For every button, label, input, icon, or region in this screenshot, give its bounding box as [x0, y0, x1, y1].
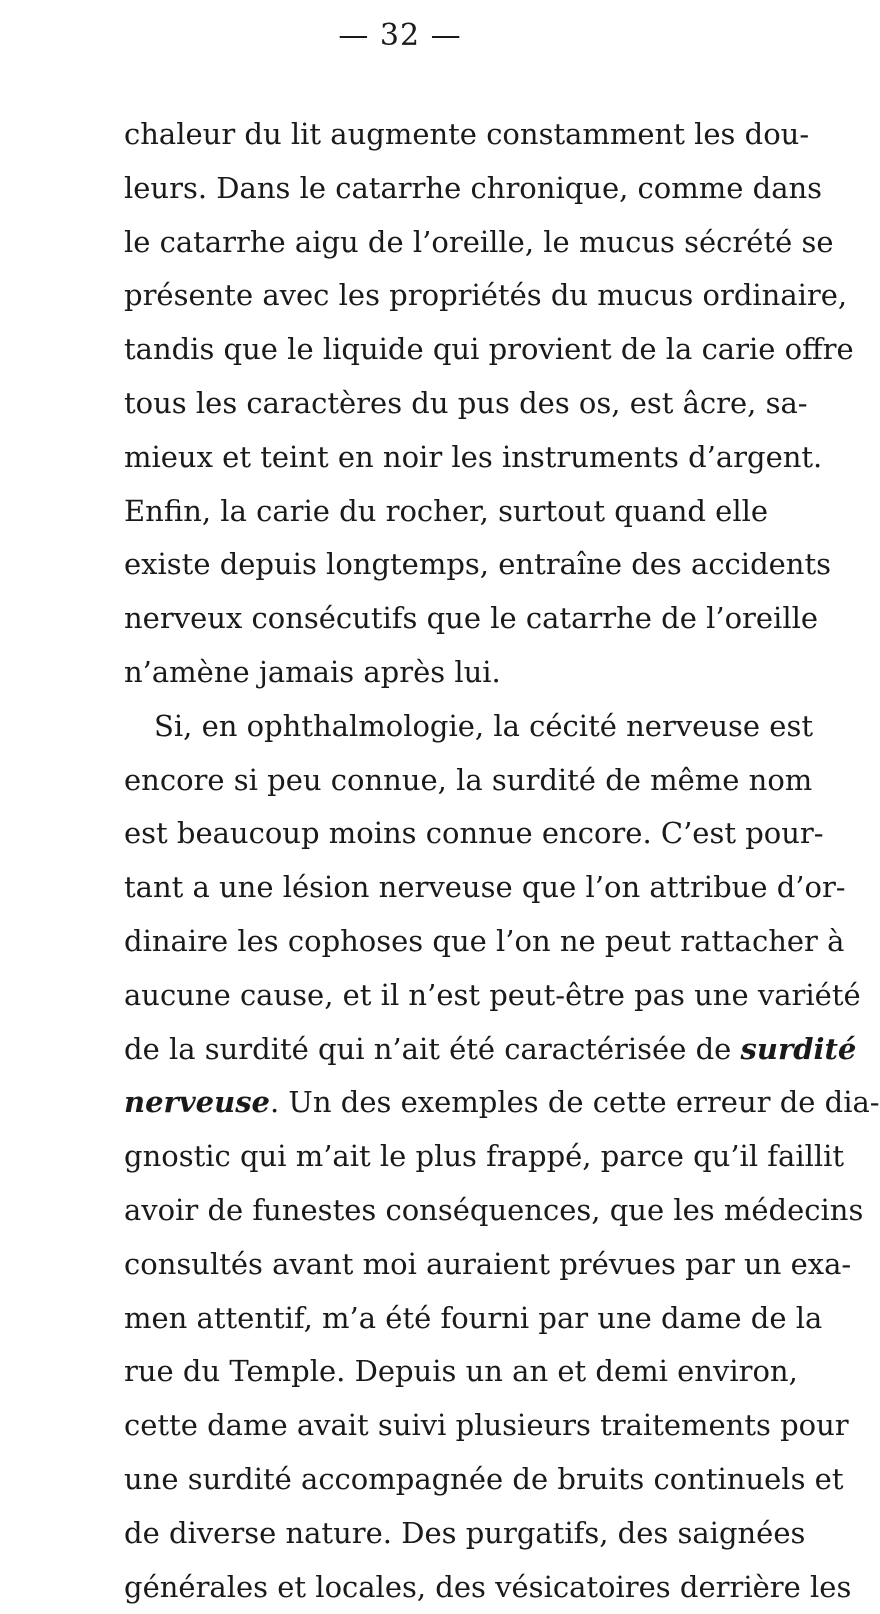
text-line: une surdité accompagnée de bruits continuels et [124, 1461, 844, 1496]
text-line [124, 1076, 880, 1130]
text-line: le catarrhe aigu de l’oreille, le mucus sécrété se [124, 224, 834, 259]
italic-term: nerveuse [124, 1085, 270, 1120]
text-line [124, 1023, 857, 1077]
text-line: tous les caractères du pus des os, est âcre, sa- [124, 385, 808, 420]
text-line: existe depuis longtemps, entraîne des accidents [124, 547, 832, 582]
text-line: dinaire les cophoses que l’on ne peut rattacher à [124, 923, 845, 958]
paragraph-start-line: Si, en ophthalmologie, la cécité nerveuse est [154, 708, 813, 743]
text-line: chaleur du lit augmente constamment les dou- [124, 117, 810, 151]
text-line: aucune cause, et il n’est peut-être pas une variété [124, 977, 861, 1012]
page-number: — 32 — [338, 18, 462, 53]
paragraph-end-line: n’amène jamais après lui. [124, 654, 501, 689]
body-text [124, 108, 880, 1614]
text-line: men attentif, m’a été fourni par une dame de la [124, 1300, 823, 1335]
italic-term: surdité [740, 1031, 857, 1066]
text-line: tandis que le liquide qui provient de la carie offre [124, 332, 854, 367]
text-line: tant a une lésion nerveuse que l’on attribue d’or- [124, 870, 846, 905]
text-line: gnostic qui m’ait le plus frappé, parce qu’il faillit [124, 1139, 845, 1174]
text-line: est beaucoup moins connue encore. C’est pour- [124, 816, 824, 851]
text-line: nerveux consécutifs que le catarrhe de l’oreille [124, 601, 819, 636]
text-segment: . Un des exemples de cette erreur de dia- [269, 1085, 880, 1120]
text-segment: de la surdité qui n’ait été caractérisée de [124, 1031, 732, 1066]
text-line: mieux et teint en noir les instruments d’argent. [124, 439, 823, 474]
text-line: leurs. Dans le catarrhe chronique, comme dans [124, 170, 823, 205]
text-line: de diverse nature. Des purgatifs, des saignées [124, 1515, 806, 1550]
text-line: générales et locales, des vésicatoires derrière les [124, 1569, 852, 1604]
text-line: avoir de funestes conséquences, que les médecins [124, 1192, 864, 1227]
text-line: encore si peu connue, la surdité de même nom [124, 762, 813, 797]
text-line: présente avec les propriétés du mucus ordinaire, [124, 278, 848, 313]
text-line: cette dame avait suivi plusieurs traitements pour [124, 1408, 849, 1443]
text-line: consultés avant moi auraient prévues par un exa- [124, 1246, 852, 1281]
text-line: Enfin, la carie du rocher, surtout quand elle [124, 493, 769, 528]
text-line: rue du Temple. Depuis un an et demi environ, [124, 1354, 798, 1389]
